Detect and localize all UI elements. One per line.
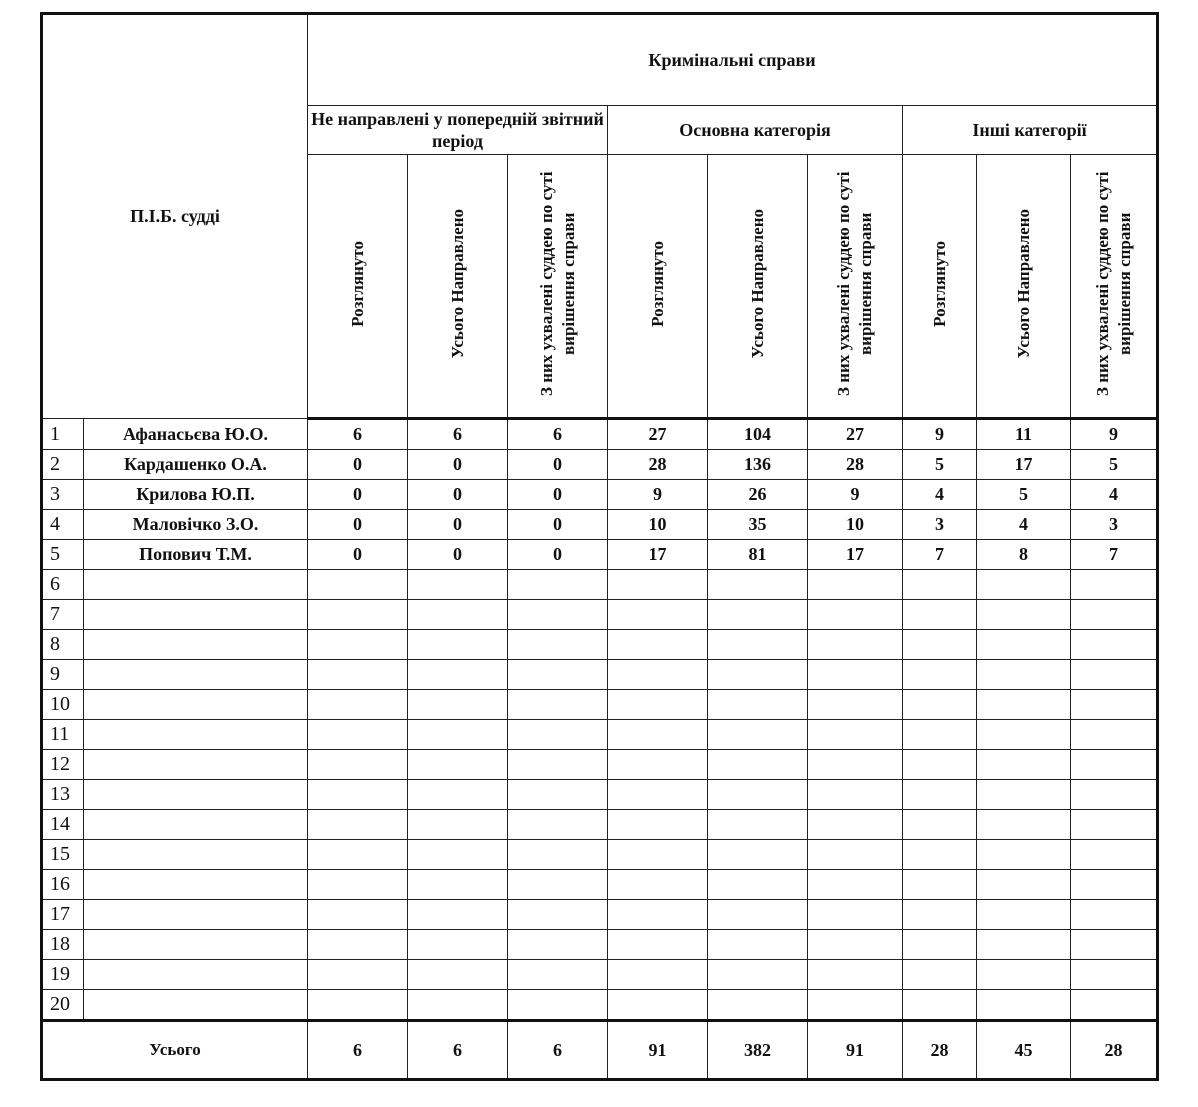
judge-name xyxy=(84,720,308,750)
value-cell xyxy=(308,570,408,600)
row-number: 11 xyxy=(42,720,84,750)
criminal-cases-title: Кримінальні справи xyxy=(308,14,1158,106)
subcol-reviewed-3: Розглянуто xyxy=(903,155,977,419)
judge-name xyxy=(84,870,308,900)
value-cell xyxy=(708,840,808,870)
value-cell: 0 xyxy=(408,480,508,510)
value-cell xyxy=(408,750,508,780)
value-cell xyxy=(808,660,903,690)
value-cell xyxy=(308,690,408,720)
total-cell: 45 xyxy=(977,1021,1071,1080)
value-cell xyxy=(408,660,508,690)
row-number: 8 xyxy=(42,630,84,660)
value-cell xyxy=(308,750,408,780)
value-cell: 0 xyxy=(408,510,508,540)
value-cell xyxy=(977,780,1071,810)
value-cell xyxy=(903,690,977,720)
value-cell xyxy=(708,630,808,660)
value-cell xyxy=(608,930,708,960)
value-cell: 136 xyxy=(708,450,808,480)
value-cell xyxy=(408,870,508,900)
row-number: 18 xyxy=(42,930,84,960)
subcol-decided-1: З них ухвалені суддею по суті вирішення справи xyxy=(508,155,608,419)
value-cell xyxy=(708,960,808,990)
value-cell xyxy=(608,960,708,990)
table-row xyxy=(42,870,1158,900)
subcol-decided-3: З них ухвалені суддею по суті вирішення справи xyxy=(1071,155,1158,419)
table-row xyxy=(42,570,1158,600)
value-cell xyxy=(308,900,408,930)
value-cell xyxy=(608,570,708,600)
criminal-cases-report-table xyxy=(40,12,1159,1081)
value-cell: 0 xyxy=(508,480,608,510)
judge-name xyxy=(84,690,308,720)
value-cell: 104 xyxy=(708,419,808,450)
value-cell xyxy=(977,570,1071,600)
value-cell xyxy=(903,720,977,750)
value-cell: 11 xyxy=(977,419,1071,450)
row-number: 7 xyxy=(42,600,84,630)
value-cell: 4 xyxy=(1071,480,1158,510)
value-cell xyxy=(608,690,708,720)
row-number: 17 xyxy=(42,900,84,930)
table-row xyxy=(42,540,1158,570)
judge-name xyxy=(84,750,308,780)
value-cell xyxy=(708,780,808,810)
value-cell xyxy=(508,600,608,630)
value-cell: 10 xyxy=(608,510,708,540)
value-cell: 35 xyxy=(708,510,808,540)
value-cell xyxy=(308,630,408,660)
table-row xyxy=(42,810,1158,840)
group-header-other-categories: Інші категорії xyxy=(903,106,1158,155)
value-cell xyxy=(1071,900,1158,930)
value-cell xyxy=(903,570,977,600)
table-row xyxy=(42,900,1158,930)
value-cell xyxy=(1071,600,1158,630)
value-cell xyxy=(408,960,508,990)
value-cell xyxy=(808,960,903,990)
value-cell xyxy=(508,660,608,690)
row-number: 5 xyxy=(42,540,84,570)
total-label: Усього xyxy=(42,1021,308,1080)
value-cell xyxy=(977,600,1071,630)
value-cell xyxy=(608,720,708,750)
value-cell: 26 xyxy=(708,480,808,510)
value-cell xyxy=(977,840,1071,870)
value-cell xyxy=(708,810,808,840)
value-cell xyxy=(308,720,408,750)
value-cell xyxy=(308,870,408,900)
value-cell xyxy=(808,840,903,870)
value-cell xyxy=(977,960,1071,990)
value-cell xyxy=(608,810,708,840)
value-cell xyxy=(977,990,1071,1021)
total-row xyxy=(42,1021,1158,1080)
value-cell xyxy=(1071,990,1158,1021)
value-cell xyxy=(903,930,977,960)
value-cell xyxy=(408,840,508,870)
value-cell xyxy=(308,960,408,990)
value-cell xyxy=(508,810,608,840)
row-number: 14 xyxy=(42,810,84,840)
value-cell xyxy=(1071,570,1158,600)
value-cell xyxy=(508,630,608,660)
table-row xyxy=(42,720,1158,750)
value-cell: 3 xyxy=(1071,510,1158,540)
judge-name xyxy=(84,900,308,930)
judge-name xyxy=(84,780,308,810)
value-cell xyxy=(308,990,408,1021)
value-cell: 28 xyxy=(808,450,903,480)
value-cell: 28 xyxy=(608,450,708,480)
value-cell xyxy=(1071,930,1158,960)
value-cell xyxy=(408,900,508,930)
value-cell: 0 xyxy=(308,450,408,480)
value-cell: 7 xyxy=(903,540,977,570)
value-cell xyxy=(903,780,977,810)
subcol-total-sent-3: Усього Направлено xyxy=(977,155,1071,419)
value-cell xyxy=(708,720,808,750)
judge-name xyxy=(84,840,308,870)
value-cell: 9 xyxy=(1071,419,1158,450)
value-cell xyxy=(903,840,977,870)
value-cell xyxy=(608,900,708,930)
value-cell xyxy=(408,930,508,960)
table-row xyxy=(42,419,1158,450)
judge-name: Кардашенко О.А. xyxy=(84,450,308,480)
table-row xyxy=(42,960,1158,990)
value-cell xyxy=(977,630,1071,660)
value-cell: 27 xyxy=(808,419,903,450)
value-cell: 9 xyxy=(608,480,708,510)
value-cell xyxy=(408,630,508,660)
row-number: 13 xyxy=(42,780,84,810)
value-cell: 0 xyxy=(508,510,608,540)
value-cell xyxy=(308,840,408,870)
value-cell xyxy=(408,810,508,840)
value-cell xyxy=(608,990,708,1021)
row-number: 1 xyxy=(42,419,84,450)
value-cell xyxy=(408,570,508,600)
value-cell xyxy=(508,780,608,810)
judge-rows xyxy=(42,419,1158,1021)
row-number: 2 xyxy=(42,450,84,480)
table-row xyxy=(42,600,1158,630)
value-cell xyxy=(1071,690,1158,720)
table-row xyxy=(42,840,1158,870)
value-cell xyxy=(903,810,977,840)
total-cell: 6 xyxy=(408,1021,508,1080)
table-row xyxy=(42,660,1158,690)
table-row xyxy=(42,750,1158,780)
value-cell xyxy=(977,720,1071,750)
value-cell xyxy=(308,600,408,630)
value-cell xyxy=(408,780,508,810)
total-cell: 28 xyxy=(1071,1021,1158,1080)
value-cell xyxy=(708,750,808,780)
row-number: 4 xyxy=(42,510,84,540)
value-cell xyxy=(808,600,903,630)
judge-name xyxy=(84,630,308,660)
value-cell xyxy=(1071,810,1158,840)
value-cell xyxy=(977,750,1071,780)
value-cell: 4 xyxy=(903,480,977,510)
value-cell: 17 xyxy=(608,540,708,570)
value-cell xyxy=(1071,870,1158,900)
total-cell: 28 xyxy=(903,1021,977,1080)
table-row xyxy=(42,690,1158,720)
value-cell: 0 xyxy=(308,540,408,570)
value-cell xyxy=(308,780,408,810)
value-cell xyxy=(903,870,977,900)
row-number: 20 xyxy=(42,990,84,1021)
value-cell: 0 xyxy=(308,510,408,540)
value-cell xyxy=(977,870,1071,900)
value-cell xyxy=(708,930,808,960)
group-header-previous-period: Не направлені у попередній звітний період xyxy=(308,106,608,155)
value-cell xyxy=(903,960,977,990)
value-cell xyxy=(977,660,1071,690)
value-cell xyxy=(903,750,977,780)
value-cell xyxy=(808,900,903,930)
value-cell xyxy=(508,570,608,600)
subcol-total-sent-1: Усього Направлено xyxy=(408,155,508,419)
value-cell xyxy=(608,660,708,690)
value-cell xyxy=(508,900,608,930)
value-cell: 3 xyxy=(903,510,977,540)
value-cell xyxy=(1071,660,1158,690)
value-cell xyxy=(508,930,608,960)
judge-name xyxy=(84,570,308,600)
row-number: 6 xyxy=(42,570,84,600)
total-cell: 382 xyxy=(708,1021,808,1080)
row-number: 9 xyxy=(42,660,84,690)
value-cell xyxy=(1071,630,1158,660)
table-row xyxy=(42,780,1158,810)
value-cell xyxy=(903,600,977,630)
value-cell xyxy=(608,870,708,900)
value-cell xyxy=(608,750,708,780)
value-cell xyxy=(808,720,903,750)
value-cell xyxy=(708,570,808,600)
value-cell xyxy=(1071,780,1158,810)
value-cell xyxy=(508,690,608,720)
value-cell xyxy=(903,990,977,1021)
value-cell xyxy=(1071,720,1158,750)
value-cell xyxy=(977,810,1071,840)
value-cell: 6 xyxy=(308,419,408,450)
subcol-reviewed-2: Розглянуто xyxy=(608,155,708,419)
table-row xyxy=(42,630,1158,660)
subcol-decided-2: З них ухвалені суддею по суті вирішення справи xyxy=(808,155,903,419)
total-cell: 91 xyxy=(608,1021,708,1080)
table-row xyxy=(42,510,1158,540)
value-cell xyxy=(408,600,508,630)
value-cell: 8 xyxy=(977,540,1071,570)
value-cell: 0 xyxy=(408,540,508,570)
judge-name xyxy=(84,960,308,990)
value-cell xyxy=(308,660,408,690)
value-cell: 17 xyxy=(977,450,1071,480)
judge-name xyxy=(84,990,308,1021)
value-cell xyxy=(408,990,508,1021)
value-cell xyxy=(408,720,508,750)
value-cell xyxy=(1071,840,1158,870)
value-cell xyxy=(808,930,903,960)
total-cell: 91 xyxy=(808,1021,903,1080)
row-number: 16 xyxy=(42,870,84,900)
row-number: 12 xyxy=(42,750,84,780)
value-cell xyxy=(708,900,808,930)
judge-name xyxy=(84,660,308,690)
value-cell xyxy=(308,810,408,840)
subcol-reviewed-1: Розглянуто xyxy=(308,155,408,419)
value-cell: 7 xyxy=(1071,540,1158,570)
value-cell: 0 xyxy=(508,450,608,480)
value-cell xyxy=(808,780,903,810)
value-cell: 0 xyxy=(408,450,508,480)
table-row xyxy=(42,990,1158,1021)
value-cell xyxy=(608,780,708,810)
value-cell xyxy=(1071,960,1158,990)
value-cell: 6 xyxy=(408,419,508,450)
value-cell xyxy=(708,990,808,1021)
value-cell xyxy=(508,750,608,780)
value-cell xyxy=(508,840,608,870)
value-cell: 10 xyxy=(808,510,903,540)
row-number: 19 xyxy=(42,960,84,990)
value-cell xyxy=(608,630,708,660)
value-cell xyxy=(808,990,903,1021)
subcol-total-sent-2: Усього Направлено xyxy=(708,155,808,419)
value-cell xyxy=(708,690,808,720)
value-cell: 4 xyxy=(977,510,1071,540)
value-cell xyxy=(308,930,408,960)
table-row xyxy=(42,480,1158,510)
judge-name xyxy=(84,930,308,960)
value-cell xyxy=(808,570,903,600)
judge-name-header: П.І.Б. судді xyxy=(42,14,308,419)
value-cell xyxy=(977,900,1071,930)
value-cell: 81 xyxy=(708,540,808,570)
value-cell xyxy=(708,870,808,900)
judge-name: Афанасьєва Ю.О. xyxy=(84,419,308,450)
value-cell: 5 xyxy=(1071,450,1158,480)
value-cell xyxy=(508,960,608,990)
value-cell xyxy=(1071,750,1158,780)
value-cell: 27 xyxy=(608,419,708,450)
judge-name xyxy=(84,600,308,630)
value-cell xyxy=(808,690,903,720)
group-header-main-category: Основна категорія xyxy=(608,106,903,155)
value-cell xyxy=(508,720,608,750)
value-cell xyxy=(977,690,1071,720)
value-cell: 9 xyxy=(808,480,903,510)
table-row xyxy=(42,930,1158,960)
value-cell xyxy=(708,600,808,630)
table-row xyxy=(42,450,1158,480)
value-cell: 6 xyxy=(508,419,608,450)
row-number: 15 xyxy=(42,840,84,870)
value-cell: 5 xyxy=(977,480,1071,510)
value-cell xyxy=(903,660,977,690)
value-cell: 17 xyxy=(808,540,903,570)
value-cell: 0 xyxy=(508,540,608,570)
value-cell: 9 xyxy=(903,419,977,450)
value-cell xyxy=(903,630,977,660)
value-cell xyxy=(608,840,708,870)
value-cell xyxy=(608,600,708,630)
value-cell xyxy=(808,870,903,900)
value-cell xyxy=(408,690,508,720)
value-cell xyxy=(708,660,808,690)
value-cell xyxy=(977,930,1071,960)
value-cell: 5 xyxy=(903,450,977,480)
value-cell xyxy=(508,870,608,900)
value-cell xyxy=(808,750,903,780)
value-cell xyxy=(808,630,903,660)
judge-name: Маловічко З.О. xyxy=(84,510,308,540)
row-number: 10 xyxy=(42,690,84,720)
total-cell: 6 xyxy=(308,1021,408,1080)
judge-name xyxy=(84,810,308,840)
value-cell: 0 xyxy=(308,480,408,510)
value-cell xyxy=(903,900,977,930)
judge-name: Крилова Ю.П. xyxy=(84,480,308,510)
total-cell: 6 xyxy=(508,1021,608,1080)
value-cell xyxy=(808,810,903,840)
value-cell xyxy=(508,990,608,1021)
judge-name: Попович Т.М. xyxy=(84,540,308,570)
row-number: 3 xyxy=(42,480,84,510)
